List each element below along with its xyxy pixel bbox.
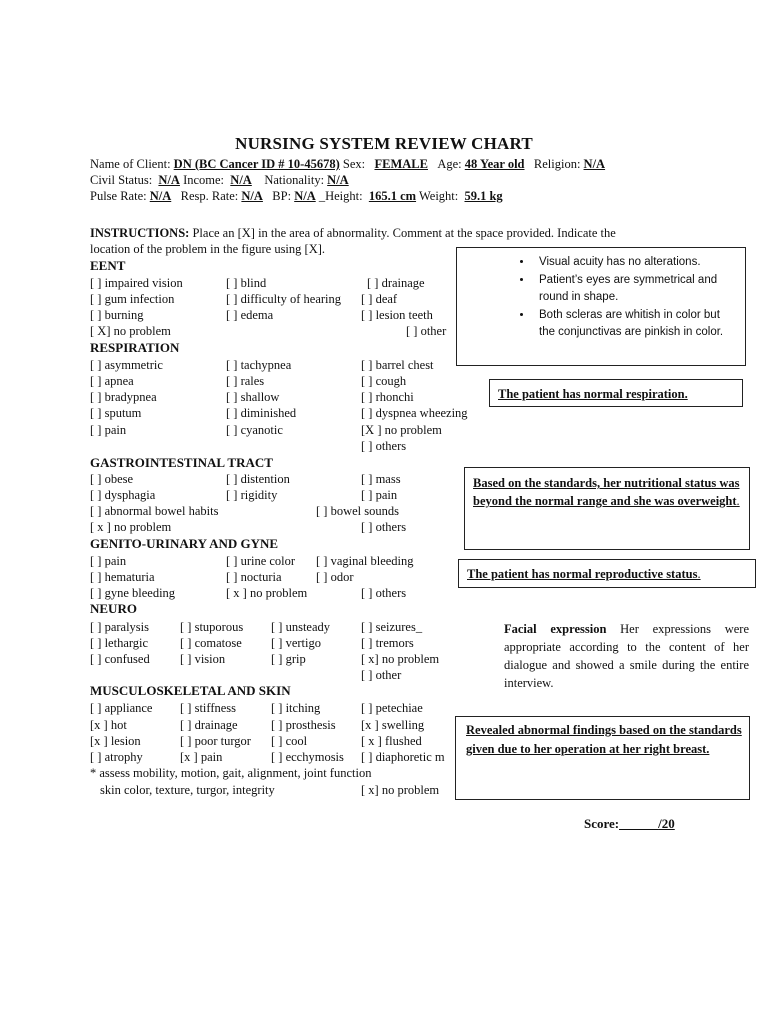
gi-item[interactable]: [ x ] no problem (90, 520, 172, 534)
gu-item[interactable]: [ x ] no problem (226, 586, 308, 600)
msk-comment: Revealed abnormal findings based on the standards given due to her operation at her right breast. (466, 723, 742, 756)
facial-expression-label: Facial expression (504, 622, 607, 636)
instructions-text-1: Place an [X] in the area of abnormality. Comment at the space provided. Indicate the (192, 226, 616, 240)
score (584, 816, 675, 832)
eent-comment-bullet: • Patient’s eyes are symmetrical and round in shape. (533, 272, 737, 307)
gi-item[interactable]: [ ] distention (226, 472, 290, 486)
msk-item[interactable]: [ ] appliance (90, 701, 153, 715)
neuro-item[interactable]: [ ] confused (90, 652, 150, 666)
neuro-item[interactable]: [ x] no problem (361, 652, 440, 666)
gi-item[interactable]: [ ] bowel sounds (316, 504, 399, 518)
eent-comment-box[interactable] (456, 247, 746, 366)
gi-item[interactable]: [ ] mass (361, 472, 401, 486)
gu-comment: The patient has normal reproductive status. (467, 567, 701, 581)
name-value: DN (BC Cancer ID # 10-45678) (173, 157, 340, 171)
neuro-item[interactable]: [ ] unsteady (271, 620, 331, 634)
neuro-item[interactable]: [ ] seizures_ (361, 620, 423, 634)
nationality-label: Nationality: (264, 173, 325, 187)
respiration-item[interactable]: [ ] asymmetric (90, 358, 163, 372)
score-label: Score: (584, 816, 620, 831)
civil-value: N/A (158, 173, 180, 187)
section-neuro-title: NEURO (90, 601, 137, 616)
gu-item[interactable]: [ ] nocturia (226, 570, 282, 584)
eent-comment-bullet: • Visual acuity has no alterations. (533, 254, 737, 272)
religion-value: N/A (583, 157, 606, 171)
msk-item[interactable]: [ ] drainage (180, 718, 238, 732)
msk-item[interactable]: [x ] pain (180, 750, 223, 764)
gu-comment-box[interactable] (458, 559, 756, 588)
msk-item[interactable]: [ ] poor turgor (180, 734, 251, 748)
section-msk-title: MUSCULOSKELETAL AND SKIN (90, 683, 291, 698)
eent-item[interactable]: [ ] difficulty of hearing (226, 292, 342, 306)
neuro-item[interactable]: [ ] vision (180, 652, 226, 666)
msk-item[interactable]: [x ] swelling (361, 718, 425, 732)
height-value: 165.1 cm (368, 189, 417, 203)
name-label: Name of Client: (90, 157, 171, 171)
section-gu-title: GENITO-URINARY AND GYNE (90, 536, 279, 551)
respiration-item[interactable]: [ ] rales (226, 374, 265, 388)
eent-item[interactable]: [ ] blind (226, 276, 267, 290)
gu-item[interactable]: [ ] urine color (226, 554, 296, 568)
neuro-item[interactable]: [ ] vertigo (271, 636, 321, 650)
msk-item[interactable]: [x ] lesion (90, 734, 141, 748)
gi-item[interactable]: [ ] abnormal bowel habits (90, 504, 219, 518)
msk-item[interactable]: [ ] cool (271, 734, 308, 748)
msk-item[interactable]: [ ] atrophy (90, 750, 143, 764)
neuro-item[interactable]: [ ] paralysis (90, 620, 150, 634)
msk-item[interactable]: [ ] itching (271, 701, 321, 715)
respiration-item[interactable]: [ ] diminished (226, 406, 297, 420)
sex-value: FEMALE (374, 157, 428, 171)
msk-comment-box[interactable] (455, 716, 750, 800)
client-line-1 (90, 156, 605, 172)
respiration-item[interactable]: [ ] apnea (90, 374, 134, 388)
pulse-label: Pulse Rate: (90, 189, 147, 203)
age-value: 48 Year old (464, 157, 525, 171)
gi-item[interactable]: [ ] pain (361, 488, 398, 502)
respiration-item[interactable]: [X ] no problem (361, 423, 442, 437)
gi-item[interactable]: [ ] dysphagia (90, 488, 156, 502)
eent-item[interactable]: [ ] deaf (361, 292, 398, 306)
msk-item[interactable]: [ x ] flushed (361, 734, 422, 748)
neuro-item[interactable]: [ ] other (361, 668, 402, 682)
height-label: _Height: (318, 189, 363, 203)
msk-item[interactable]: [ x] no problem (361, 783, 440, 797)
neuro-item[interactable]: [ ] stuporous (180, 620, 244, 634)
respiration-item[interactable]: [ ] tachypnea (226, 358, 292, 372)
religion-label: Religion: (533, 157, 581, 171)
eent-item[interactable]: [ ] gum infection (90, 292, 175, 306)
gu-item[interactable]: [ ] gyne bleeding (90, 586, 176, 600)
age-label: Age: (437, 157, 462, 171)
instructions-text-2: location of the problem in the figure using [X]. (90, 242, 326, 256)
weight-value: 59.1 kg (464, 189, 503, 203)
neuro-item[interactable]: [ ] tremors (361, 636, 414, 650)
msk-item[interactable]: [x ] hot (90, 718, 127, 732)
gu-item[interactable]: [ ] odor (316, 570, 354, 584)
respiration-item[interactable]: [ ] others (361, 439, 407, 453)
weight-label: Weight: (418, 189, 459, 203)
msk-item[interactable]: [ ] ecchymosis (271, 750, 344, 764)
eent-item[interactable]: [ ] lesion teeth (361, 308, 433, 322)
respiration-comment: The patient has normal respiration. (498, 387, 688, 401)
msk-item[interactable]: [ ] stiffness (180, 701, 237, 715)
neuro-comment-box[interactable] (464, 611, 754, 703)
respiration-item[interactable]: [ ] barrel chest (361, 358, 434, 372)
gu-item[interactable]: [ ] vaginal bleeding (316, 554, 414, 568)
gi-item[interactable]: [ ] rigidity (226, 488, 278, 502)
resp-value: N/A (241, 189, 263, 203)
gu-item[interactable]: [ ] hematuria (90, 570, 155, 584)
respiration-item[interactable]: [ ] rhonchi (361, 390, 414, 404)
respiration-item[interactable]: [ ] pain (90, 423, 127, 437)
score-total: /20 (658, 816, 675, 831)
section-respiration-title: RESPIRATION (90, 340, 180, 355)
respiration-item[interactable]: [ ] bradypnea (90, 390, 157, 404)
eent-item[interactable]: [ ] other (406, 324, 447, 338)
msk-note: skin color, texture, turgor, integrity (100, 783, 275, 797)
eent-item[interactable]: [ ] burning (90, 308, 144, 322)
neuro-item[interactable]: [ ] grip (271, 652, 306, 666)
respiration-item[interactable]: [ ] cyanotic (226, 423, 283, 437)
instructions-label: INSTRUCTIONS: (90, 226, 190, 240)
eent-item[interactable]: [ ] edema (226, 308, 274, 322)
eent-item[interactable]: [ ] impaired vision (90, 276, 183, 290)
section-gi-title: GASTROINTESTINAL TRACT (90, 455, 273, 470)
msk-note: * assess mobility, motion, gait, alignment, joint function (90, 766, 372, 780)
sex-label: Sex: (342, 157, 366, 171)
respiration-item[interactable]: [ ] dyspnea wheezing (361, 406, 468, 420)
income-label: Income: (183, 173, 225, 187)
gi-item[interactable]: [ ] others (361, 520, 407, 534)
eent-comment-bullet: • Both scleras are whitish in color but the conjunctivas are pinkish in color. (533, 307, 737, 342)
income-value: N/A (230, 173, 252, 187)
gu-item[interactable]: [ ] others (361, 586, 407, 600)
gi-comment-box[interactable] (464, 467, 750, 550)
instructions-line-1 (90, 225, 616, 241)
neuro-comment: Facial expression Her expressions were appropriate according to the content of her dialogue and showed a smile during the entire interview. (504, 622, 749, 690)
client-line-2 (90, 172, 349, 188)
respiration-comment-box[interactable] (489, 379, 743, 407)
msk-item[interactable]: [ ] prosthesis (271, 718, 336, 732)
msk-item[interactable]: [ ] petechiae (361, 701, 423, 715)
gi-item[interactable]: [ ] obese (90, 472, 134, 486)
gi-comment: Based on the standards, her nutritional status was beyond the normal range and she was overweight. (473, 476, 740, 508)
resp-label: Resp. Rate: (180, 189, 239, 203)
neuro-item[interactable]: [ ] comatose (180, 636, 242, 650)
eent-item[interactable]: [ ] drainage (367, 276, 425, 290)
nationality-value: N/A (327, 173, 349, 187)
eent-item[interactable]: [ X] no problem (90, 324, 171, 338)
respiration-item[interactable]: [ ] shallow (226, 390, 280, 404)
bp-value: N/A (294, 189, 316, 203)
gu-item[interactable]: [ ] pain (90, 554, 127, 568)
civil-label: Civil Status: (90, 173, 153, 187)
bp-label: BP: (272, 189, 292, 203)
respiration-item[interactable]: [ ] cough (361, 374, 407, 388)
score-blank[interactable]: ______ (619, 816, 659, 831)
pulse-value: N/A (149, 189, 172, 203)
msk-item[interactable]: [ ] diaphoretic m (361, 750, 445, 764)
section-eent-title: EENT (90, 258, 126, 273)
neuro-item[interactable]: [ ] lethargic (90, 636, 149, 650)
client-line-3 (90, 188, 503, 204)
page-title: NURSING SYSTEM REVIEW CHART (235, 134, 533, 153)
respiration-item[interactable]: [ ] sputum (90, 406, 142, 420)
